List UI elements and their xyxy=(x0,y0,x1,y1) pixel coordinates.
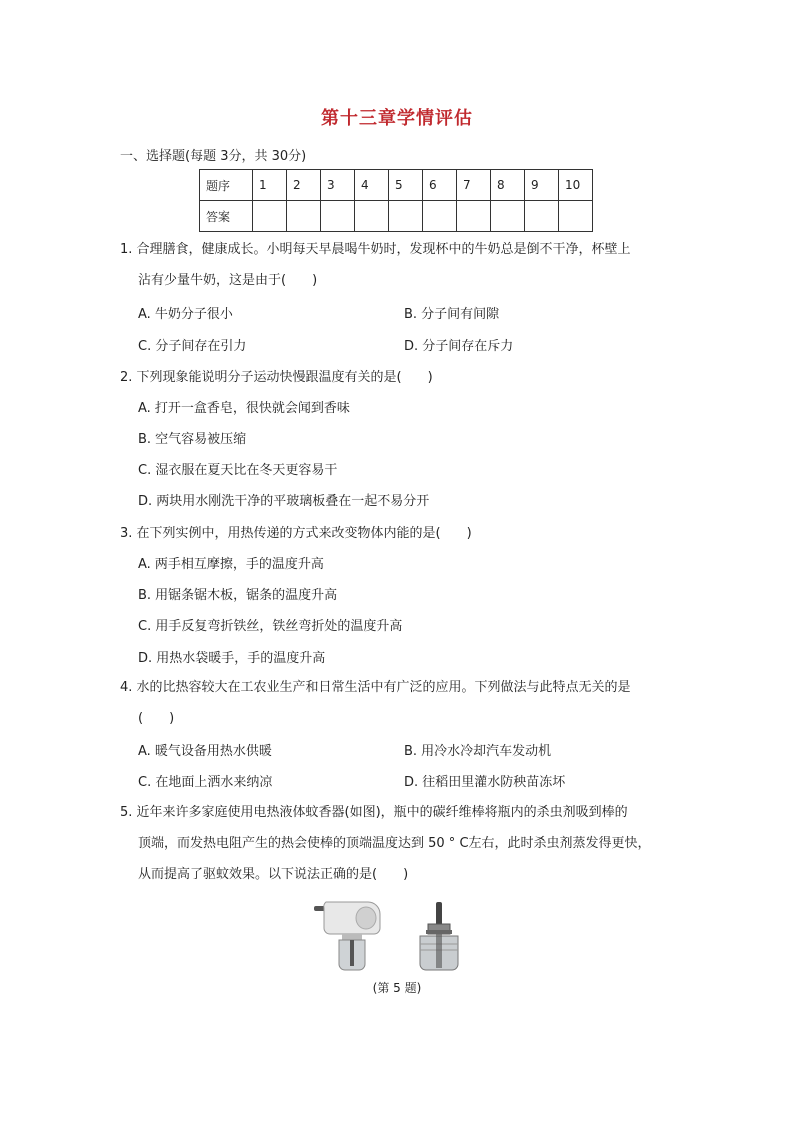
question-4-line-2: ( ) xyxy=(138,711,175,726)
question-number: 1 xyxy=(253,170,287,201)
page-title: 第十三章学情评估 xyxy=(321,108,473,129)
question-3-option-b[interactable]: B. 用锯条锯木板，锯条的温度升高 xyxy=(138,588,338,603)
question-4-line-1: 4. 水的比热容较大在工农业生产和日常生活中有广泛的应用。下列做法与此特点无关的是 xyxy=(120,680,631,695)
question-2-stem: 2. 下列现象能说明分子运动快慢跟温度有关的是( ) xyxy=(120,370,433,385)
question-4-option-a[interactable]: A. 暖气设备用热水供暖 xyxy=(138,744,272,759)
question-number: 3 xyxy=(321,170,355,201)
question-2-option-c[interactable]: C. 湿衣服在夏天比在冬天更容易干 xyxy=(138,463,338,478)
question-5-line-3: 从而提高了驱蚊效果。以下说法正确的是( ) xyxy=(138,867,409,882)
question-3-option-c[interactable]: C. 用手反复弯折铁丝，铁丝弯折处的温度升高 xyxy=(138,619,403,634)
answer-cell[interactable] xyxy=(457,201,491,232)
question-1-option-d[interactable]: D. 分子间存在斥力 xyxy=(404,339,514,354)
question-1-line-1: 1. 合理膳食，健康成长。小明每天早晨喝牛奶时，发现杯中的牛奶总是倒不干净，杯壁上 xyxy=(120,242,631,257)
question-2-option-d[interactable]: D. 两块用水刚洗干净的平玻璃板叠在一起不易分开 xyxy=(138,494,430,509)
answer-table-answer-row xyxy=(200,201,593,232)
question-number: 8 xyxy=(491,170,525,201)
question-number: 5 xyxy=(389,170,423,201)
question-number: 10 xyxy=(559,170,593,201)
answer-cell[interactable] xyxy=(253,201,287,232)
question-number: 6 xyxy=(423,170,457,201)
question-2-option-b[interactable]: B. 空气容易被压缩 xyxy=(138,432,247,447)
answer-cell[interactable] xyxy=(287,201,321,232)
answer-cell[interactable] xyxy=(389,201,423,232)
table-answer-label: 答案 xyxy=(200,201,253,232)
question-2-option-a[interactable]: A. 打开一盒香皂，很快就会闻到香味 xyxy=(138,401,350,416)
question-1-option-b[interactable]: B. 分子间有间隙 xyxy=(404,307,500,322)
answer-cell[interactable] xyxy=(525,201,559,232)
answer-cell[interactable] xyxy=(423,201,457,232)
question-number: 7 xyxy=(457,170,491,201)
section-heading: 一、选择题(每题 3分，共 30分) xyxy=(120,149,307,164)
question-1-stem xyxy=(120,234,680,296)
question-3-option-a[interactable]: A. 两手相互摩擦，手的温度升高 xyxy=(138,557,324,572)
question-4-stem xyxy=(120,672,680,734)
question-5-stem xyxy=(120,797,680,890)
question-5-line-1: 5. 近年来许多家庭使用电热液体蚊香器(如图)，瓶中的碳纤维棒将瓶内的杀虫剂吸到棒的 xyxy=(120,805,628,820)
question-3-option-d[interactable]: D. 用热水袋暖手，手的温度升高 xyxy=(138,651,326,666)
mosquito-repeller-device-icon xyxy=(312,900,390,972)
answer-cell[interactable] xyxy=(321,201,355,232)
answer-table xyxy=(199,169,593,232)
question-5-line-2: 顶端，而发热电阻产生的热会使棒的顶端温度达到 50 ° C左右，此时杀虫剂蒸发得更快， xyxy=(138,836,651,851)
table-header-label: 题序 xyxy=(200,170,253,201)
question-1-option-c[interactable]: C. 分子间存在引力 xyxy=(138,339,247,354)
question-1-option-a[interactable]: A. 牛奶分子很小 xyxy=(138,307,233,322)
question-3-stem: 3. 在下列实例中，用热传递的方式来改变物体内能的是( ) xyxy=(120,526,472,541)
answer-table-header-row xyxy=(200,170,593,201)
question-1-line-2: 沾有少量牛奶，这是由于( ) xyxy=(138,273,318,288)
question-4-option-d[interactable]: D. 往稻田里灌水防秧苗冻坏 xyxy=(404,775,566,790)
question-number: 9 xyxy=(525,170,559,201)
answer-cell[interactable] xyxy=(559,201,593,232)
figure-caption: (第 5 题) xyxy=(372,981,422,995)
question-4-option-b[interactable]: B. 用冷水冷却汽车发动机 xyxy=(404,744,552,759)
question-number: 4 xyxy=(355,170,389,201)
question-number: 2 xyxy=(287,170,321,201)
question-4-option-c[interactable]: C. 在地面上洒水来纳凉 xyxy=(138,775,273,790)
repellent-bottle-icon xyxy=(414,900,464,972)
answer-cell[interactable] xyxy=(491,201,525,232)
answer-cell[interactable] xyxy=(355,201,389,232)
